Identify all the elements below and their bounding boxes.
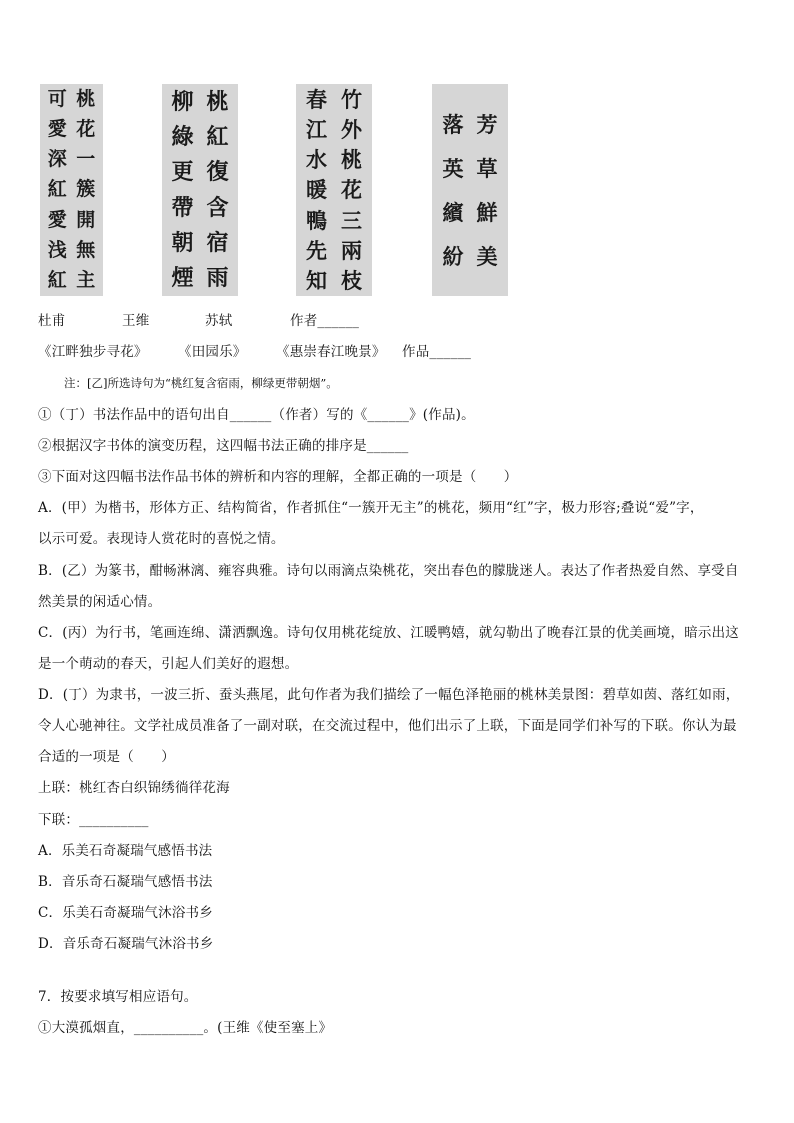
callig-col-2 <box>306 84 327 296</box>
callig-char: 外 <box>341 116 362 142</box>
callig-char: 煙 <box>171 265 194 292</box>
callig-char: 英 <box>442 155 464 181</box>
callig-char: 暖 <box>306 177 327 203</box>
callig-char: 水 <box>306 147 327 173</box>
couplet-option-d: D．音乐奇石凝瑞气沐浴书乡 <box>38 936 214 952</box>
callig-char: 主 <box>76 269 96 292</box>
callig-char: 繽 <box>442 199 464 225</box>
callig-char: 花 <box>341 177 362 203</box>
note: 注：[乙]所选诗句为“桃红复含宿雨，柳绿更带朝烟”。 <box>64 376 338 390</box>
question-7-title: 7．按要求填写相应语句。 <box>38 989 198 1005</box>
calligraphy-bing <box>296 84 372 296</box>
option-a-line2: 以示可爱。表现诗人赏花时的喜悦之情。 <box>38 531 285 547</box>
callig-char: 美 <box>476 243 498 269</box>
callig-char: 桃 <box>206 88 229 115</box>
callig-char: 浅 <box>47 239 67 262</box>
callig-char: 紛 <box>442 243 464 269</box>
couplet-upper: 上联：桃红杏白织锦绣徜徉花海 <box>38 780 230 796</box>
callig-col-1 <box>76 84 95 296</box>
callig-char: 桃 <box>76 87 96 110</box>
question-1: ①（丁）书法作品中的语句出自______（作者）写的《______》(作品)。 <box>38 407 475 423</box>
option-c-line1: C．(丙）为行书，笔画连绵、潇洒飘逸。诗句仅用桃花绽放、江暖鸭嬉，就勾勒出了晚春江景的优美画境，暗示出这 <box>38 625 739 641</box>
callig-char: 知 <box>306 268 327 294</box>
callig-char: 枝 <box>341 268 362 294</box>
callig-char: 深 <box>47 148 67 171</box>
callig-char: 朝 <box>171 229 194 256</box>
callig-char: 宿 <box>206 229 229 256</box>
calligraphy-ding <box>432 84 508 296</box>
author-sushi: 苏轼 <box>205 313 233 329</box>
work-jia: 《江畔独步寻花》 <box>38 344 148 360</box>
option-b-line1: B．(乙）为篆书，酣畅淋漓、雍容典雅。诗句以雨滴点染桃花，突出春色的朦胧迷人。表达了作者热爱自然、享受自 <box>38 563 739 579</box>
author-blank: 作者______ <box>290 313 360 329</box>
callig-char: 柳 <box>171 88 194 115</box>
callig-col-2 <box>48 84 67 296</box>
work-bing: 《惠崇春江晚景》 <box>276 344 386 360</box>
callig-char: 簇 <box>76 178 96 201</box>
calligraphy-jia <box>40 84 103 296</box>
work-yi: 《田园乐》 <box>178 344 247 360</box>
callig-char: 帶 <box>171 194 194 221</box>
couplet-option-b: B．音乐奇石凝瑞气感悟书法 <box>38 874 213 890</box>
callig-char: 花 <box>76 117 96 140</box>
option-d-line2: 令人心驰神往。文学社成员准备了一副对联，在交流过程中，他们出示了上联，下面是同学们补写的下联。你认为最 <box>38 718 737 734</box>
callig-char: 落 <box>442 111 464 137</box>
calligraphy-yi <box>162 84 238 296</box>
author-dufu: 杜甫 <box>38 313 66 329</box>
callig-char: 復 <box>206 159 229 186</box>
callig-char: 含 <box>206 194 229 221</box>
question-2: ②根据汉字书体的演变历程，这四幅书法正确的排序是______ <box>38 438 409 454</box>
callig-char: 鴨 <box>306 207 327 233</box>
callig-char: 愛 <box>47 208 67 231</box>
callig-char: 可 <box>47 87 67 110</box>
callig-char: 竹 <box>341 86 362 112</box>
callig-char: 江 <box>306 116 327 142</box>
callig-char: 芳 <box>476 111 498 137</box>
callig-char: 愛 <box>47 117 67 140</box>
callig-char: 紅 <box>206 123 229 150</box>
option-d-line3: 合适的一项是（ ） <box>38 749 175 765</box>
callig-col-1 <box>206 84 228 296</box>
callig-col-1 <box>477 102 498 278</box>
option-c-line2: 是一个萌动的春天，引起人们美好的遐想。 <box>38 656 299 672</box>
callig-char: 一 <box>76 148 96 171</box>
question-3: ③下面对这四幅书法作品书体的辨析和内容的理解，全都正确的一项是（ ） <box>38 469 518 485</box>
callig-char: 雨 <box>206 265 229 292</box>
callig-char: 紅 <box>47 269 67 292</box>
option-a-line1: A．(甲）为楷书，形体方正、结构简省，作者抓住“一簇开无主”的桃花，频用“红”字，极力形容;叠说“爱”字， <box>38 500 704 516</box>
work-blank: 作品______ <box>402 344 472 360</box>
callig-char: 春 <box>306 86 327 112</box>
callig-char: 兩 <box>341 238 362 264</box>
callig-col-2 <box>443 102 464 278</box>
callig-char: 三 <box>341 207 362 233</box>
couplet-option-c: C．乐美石奇凝瑞气沐浴书乡 <box>38 905 213 921</box>
callig-char: 無 <box>76 239 96 262</box>
callig-char: 更 <box>171 159 194 186</box>
callig-char: 開 <box>76 208 96 231</box>
callig-col-2 <box>171 84 193 296</box>
callig-char: 草 <box>476 155 498 181</box>
author-wangwei: 王维 <box>122 313 150 329</box>
option-d-line1: D．(丁）为隶书，一波三折、蚕头燕尾，此句作者为我们描绘了一幅色泽艳丽的桃林美景图：碧草如茵、落红如雨， <box>38 687 740 703</box>
callig-char: 先 <box>306 238 327 264</box>
callig-char: 桃 <box>341 147 362 173</box>
callig-char: 綠 <box>171 123 194 150</box>
callig-col-1 <box>341 84 362 296</box>
callig-char: 鮮 <box>476 199 498 225</box>
question-7-1: ①大漠孤烟直，__________。(王维《使至塞上》 <box>38 1020 333 1036</box>
couplet-lower: 下联：__________ <box>38 812 149 828</box>
option-b-line2: 然美景的闲适心情。 <box>38 594 162 610</box>
callig-char: 紅 <box>47 178 67 201</box>
couplet-option-a: A．乐美石奇凝瑞气感悟书法 <box>38 843 213 859</box>
